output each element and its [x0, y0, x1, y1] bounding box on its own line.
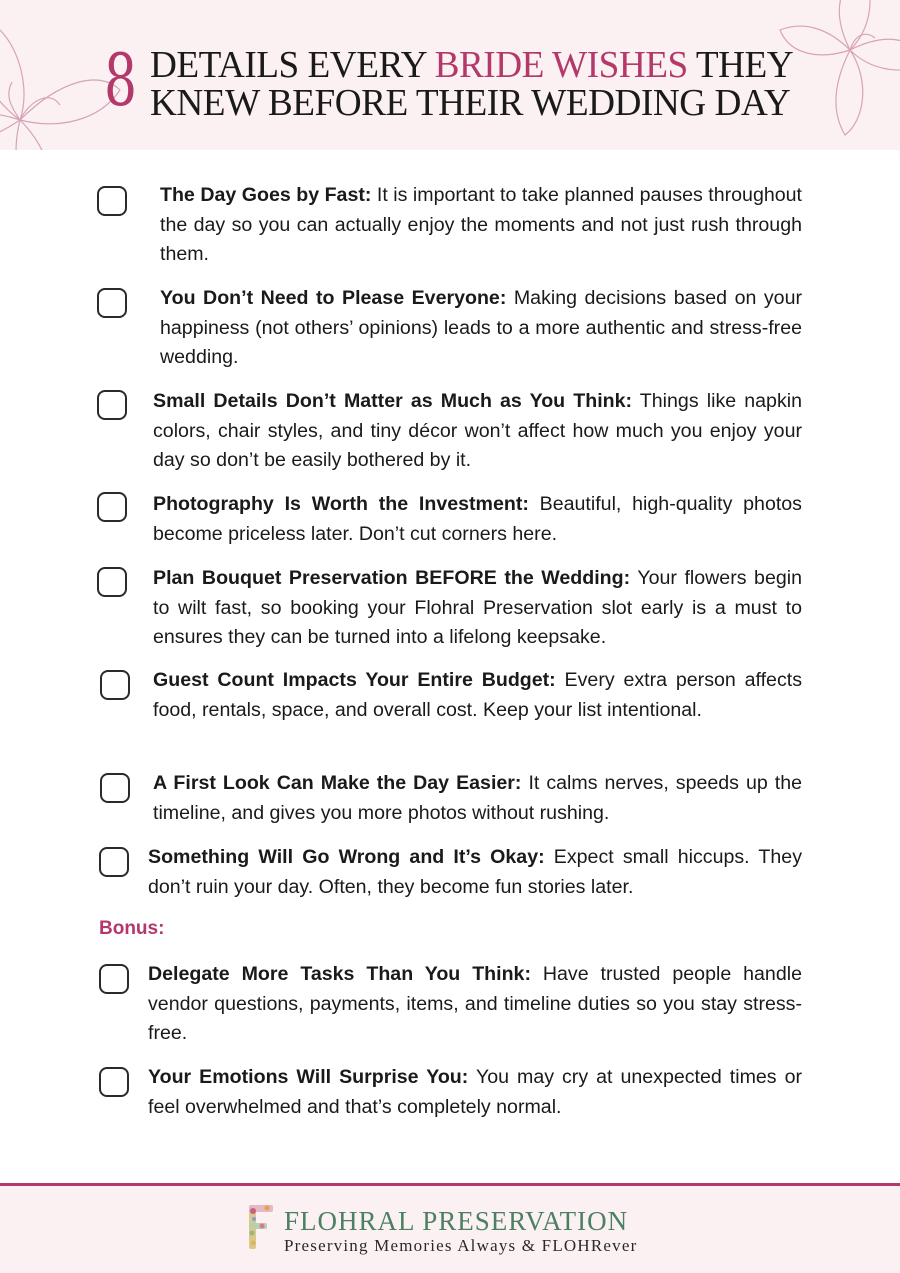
- checkbox-icon[interactable]: [97, 492, 127, 522]
- checkbox-icon[interactable]: [100, 773, 130, 803]
- checkbox-icon[interactable]: [99, 1067, 129, 1097]
- item-heading: Small Details Don’t Matter as Much as You Think:: [153, 390, 633, 412]
- checkbox-icon[interactable]: [99, 964, 129, 994]
- item-body: It calms nerves, speeds up the timeline, and gives you more photos without rushing.: [153, 772, 803, 824]
- item-heading: Your Emotions Will Surprise You:: [148, 1066, 469, 1088]
- checkbox-icon[interactable]: [97, 186, 127, 216]
- item-body: Expect small hiccups. They don’t ruin your day. Often, they become fun stories later.: [148, 846, 802, 898]
- item-heading: Photography Is Worth the Investment:: [153, 493, 529, 515]
- item-body: Have trusted people handle vendor questions, payments, items, and timeline duties so you stay stress-free.: [148, 963, 802, 1044]
- header-banner: [0, 0, 900, 150]
- item-body: It is important to take planned pauses throughout the day so you can actually enjoy the moments and not just rush through them.: [160, 184, 802, 265]
- checkbox-icon[interactable]: [97, 288, 127, 318]
- item-text: [148, 960, 802, 1049]
- item-text: [153, 490, 802, 549]
- page-title: [150, 46, 806, 122]
- item-text: [160, 284, 802, 373]
- item-heading: You Don’t Need to Please Everyone:: [160, 287, 507, 309]
- item-body: Things like napkin colors, chair styles, and tiny décor won’t affect how much you enjoy your day so don’t be easily bothered by it.: [153, 390, 802, 471]
- floral-f-logo-icon: [245, 1203, 277, 1251]
- title-number: 8: [104, 38, 137, 122]
- bonus-label: Bonus:: [99, 918, 165, 939]
- title-text: DETAILS EVERY: [150, 44, 435, 86]
- checkbox-icon[interactable]: [97, 390, 127, 420]
- item-heading: The Day Goes by Fast:: [160, 184, 372, 206]
- item-body: Beautiful, high-quality photos become priceless later. Don’t cut corners here.: [153, 493, 802, 545]
- item-text: [153, 666, 802, 725]
- item-body: Every extra person affects food, rentals, space, and overall cost. Keep your list intentional.: [153, 669, 802, 721]
- brand-tagline: Preserving Memories Always & FLOHRever: [284, 1236, 638, 1255]
- item-heading: A First Look Can Make the Day Easier:: [153, 772, 522, 794]
- title-accent: BRIDE WISHES: [434, 44, 688, 86]
- item-text: [153, 769, 802, 828]
- item-body: Making decisions based on your happiness (not others’ opinions) leads to a more authentic and stress-free wedding.: [160, 287, 802, 368]
- item-text: [153, 564, 802, 653]
- item-text: [153, 387, 802, 476]
- checkbox-icon[interactable]: [100, 670, 130, 700]
- item-text: [160, 181, 802, 270]
- brand-name: FLOHRAL PRESERVATION: [284, 1206, 629, 1236]
- item-heading: Plan Bouquet Preservation BEFORE the Wedding:: [153, 567, 631, 589]
- title-line-2: KNEW BEFORE THEIR WEDDING DAY: [150, 82, 791, 124]
- checkbox-icon[interactable]: [99, 847, 129, 877]
- item-text: [148, 1063, 802, 1122]
- item-text: [148, 843, 802, 902]
- item-body: Your flowers begin to wilt fast, so booking your Flohral Preservation slot early is a must to ensures they can be turned into a lifelong keepsake.: [153, 567, 802, 648]
- title-text: THEY: [687, 44, 794, 86]
- checkbox-icon[interactable]: [97, 567, 127, 597]
- item-heading: Guest Count Impacts Your Entire Budget:: [153, 669, 556, 691]
- item-heading: Delegate More Tasks Than You Think:: [148, 963, 531, 985]
- title-line-1: [150, 46, 793, 84]
- item-body: You may cry at unexpected times or feel overwhelmed and that’s completely normal.: [148, 1066, 802, 1118]
- item-heading: Something Will Go Wrong and It’s Okay:: [148, 846, 545, 868]
